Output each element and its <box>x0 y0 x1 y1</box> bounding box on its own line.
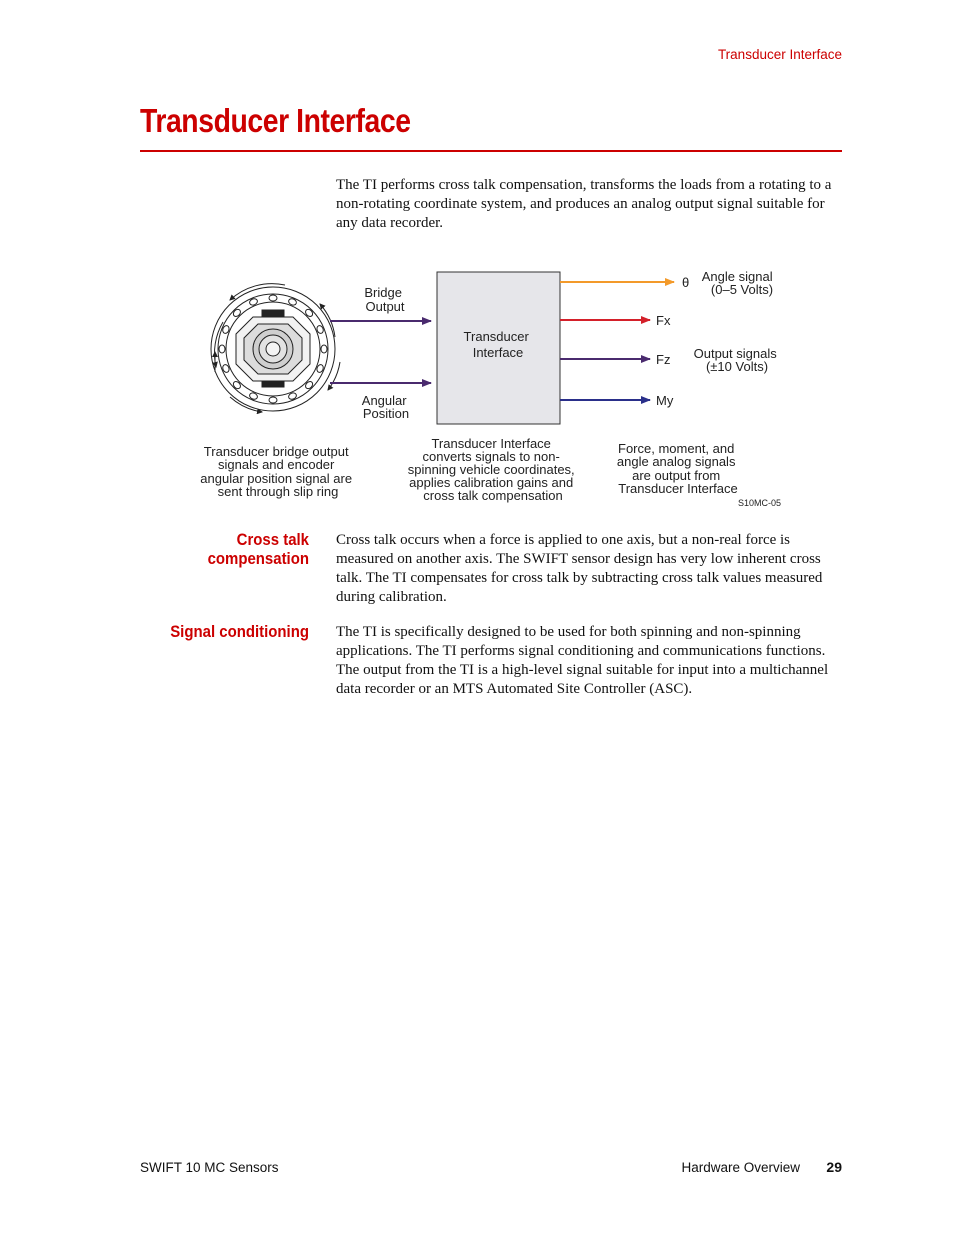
figure-id: S10MC-05 <box>738 498 782 508</box>
transducer-interface-diagram <box>190 262 810 512</box>
running-header: Transducer Interface <box>717 47 842 62</box>
heading-line: compensation <box>207 549 309 568</box>
sensor-bolt <box>304 308 314 318</box>
signal-conditioning-paragraph: The TI is specifically designed to be used for both spinning and non-spinning applications. The TI performs signal conditioning and communications functions. The output from the TI is a high-level signal suitable for input into a multichannel data recorder or an MTS Automated Site Controller (ASC). <box>336 624 829 697</box>
my-label: My <box>656 393 674 408</box>
sensor-illustration <box>211 284 340 412</box>
intro-paragraph: The TI performs cross talk compensation, transforms the loads from a rotating to a non-rotating coordinate system, and produces an analog output signal suitable for any data recorder. <box>336 177 832 231</box>
sensor-bolt <box>219 345 225 353</box>
section-heading-signal-conditioning <box>151 622 309 641</box>
fx-label: Fx <box>656 313 671 328</box>
sensor-bolt <box>304 380 314 390</box>
sensor-bolt <box>321 345 327 353</box>
title-rule <box>140 150 842 152</box>
footer-document-title: SWIFT 10 MC Sensors <box>140 1160 279 1175</box>
section-heading-cross-talk <box>151 530 309 568</box>
sensor-bolt <box>269 295 277 301</box>
sensor-bolt <box>232 308 242 318</box>
caption-right: Force, moment, and angle analog signals are output from Transducer Interface <box>616 441 738 496</box>
angular-position-label: Angular Position <box>361 393 410 421</box>
cross-talk-paragraph: Cross talk occurs when a force is applied to one axis, but a non-real force is measured on another axis. The SWIFT sensor design has very low inherent cross talk. The TI compensates for cross talk by subtracting cross talk values measured during calibration. <box>336 532 823 605</box>
sensor-bolt <box>269 397 277 403</box>
sensor-bolt <box>232 380 242 390</box>
heading-line: Signal conditioning <box>170 622 309 641</box>
page-number: 29 <box>826 1159 842 1175</box>
page-title: Transducer Interface <box>140 102 411 139</box>
output-signals-label: Output signals (±10 Volts) <box>693 346 777 374</box>
footer-section-name: Hardware Overview <box>681 1160 800 1175</box>
caption-left: Transducer bridge output signals and encoder angular position signal are sent through slip ring <box>200 444 353 499</box>
bridge-output-label: Bridge Output <box>364 285 405 314</box>
heading-line: Cross talk <box>236 530 309 549</box>
transducer-interface-box-label: Transducer Interface <box>463 329 529 360</box>
fz-label: Fz <box>656 352 671 367</box>
caption-middle: Transducer Interface converts signals to non- spinning vehicle coordinates, applies calibration gains and cross talk compensation <box>407 436 575 503</box>
angle-signal-label: Angle signal (0–5 Volts) <box>701 269 774 297</box>
theta-symbol: θ <box>682 275 690 290</box>
